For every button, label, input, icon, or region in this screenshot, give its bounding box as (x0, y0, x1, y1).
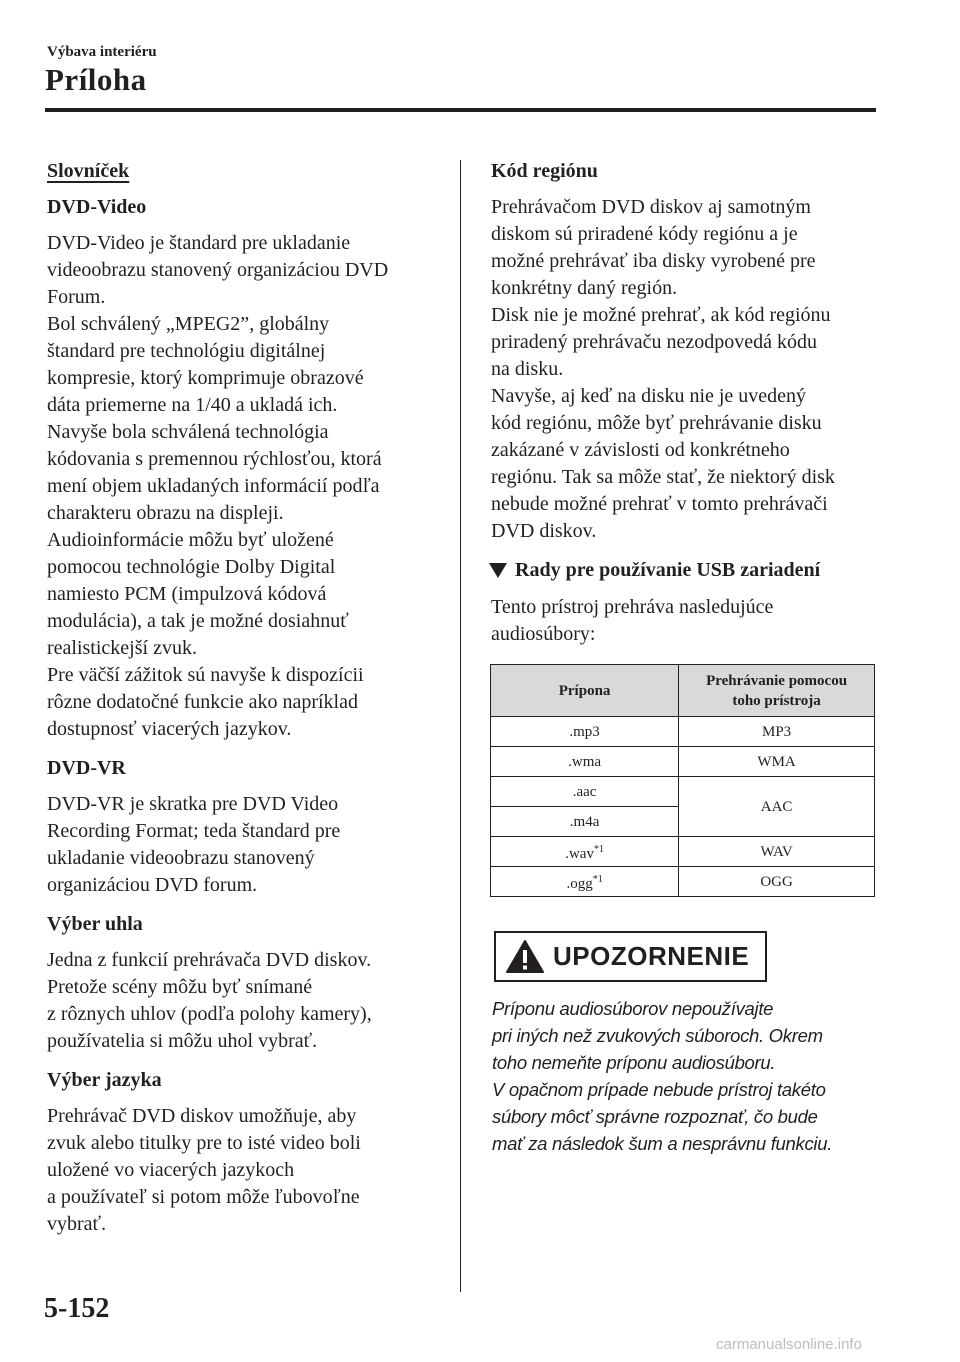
left-column (47, 158, 447, 1250)
caution-text: Príponu audiosúborov nepoužívajte pri iných než zvukových súboroch. Okrem toho nemeňte príponu audiosúboru. V opačnom prípade nebude prístroj takéto súbory môcť správne rozpoznať, čo bude mať za následok šum a nesprávnu funkciu. (492, 998, 833, 1154)
table-row (491, 777, 875, 807)
column-divider (460, 160, 461, 1292)
region-heading: Kód regiónu (491, 160, 598, 182)
warning-icon (505, 939, 545, 975)
audio-format-table (490, 664, 875, 897)
right-column (491, 158, 881, 897)
table-cell: .m4a (491, 807, 679, 837)
language-heading: Výber jazyka (47, 1069, 162, 1091)
table-header-playback: Prehrávanie pomocou toho prístroja (679, 665, 875, 717)
table-header-row (491, 665, 875, 717)
dvd-video-heading: DVD-Video (47, 196, 147, 218)
table-cell: .aac (491, 777, 679, 807)
page-title: Príloha (45, 62, 147, 97)
dvd-video-paragraph: DVD-Video je štandard pre ukladanie videoobrazu stanovený organizáciou DVD Forum. Bol schválený „MPEG2”, globálny štandard pre technológiu digitálnej kompresie, ktorý komprimuje obrazové dáta priemerne na 1/40 a ukladá ich. Navyše bola schválená technológia kódovania s premennou rýchlosťou, ktorá mení objem ukladaných informácií podľa charakteru obrazu na displeji. Audioinformácie môžu byť uložené pomocou technológie Dolby Digital namiesto PCM (impulzová kódová modulácia), a tak je možné dosiahnuť realistickejší zvuk. Pre väčší zážitok sú navyše k dispozícii rôzne dodatočné funkcie ako napríklad dostupnosť viacerých jazykov. (47, 232, 389, 740)
usb-heading-text: Rady pre používanie USB zariadení (515, 559, 821, 581)
table-cell: OGG (679, 867, 875, 897)
language-paragraph: Prehrávač DVD diskov umožňuje, aby zvuk alebo titulky pre to isté video boli uložené vo viacerých jazykoch a používateľ si potom môže ľubovoľne vybrať. (47, 1105, 361, 1235)
triangle-bullet-icon (489, 563, 507, 578)
caution-label: UPOZORNENIE (553, 941, 750, 971)
dvd-vr-heading: DVD-VR (47, 757, 126, 779)
usb-heading (489, 557, 881, 584)
table-row (491, 867, 875, 897)
table-cell: MP3 (679, 717, 875, 747)
page-number: 5-152 (44, 1293, 110, 1324)
usb-paragraph: Tento prístroj prehráva nasledujúce audiosúbory: (491, 596, 774, 645)
table-cell: .wma (491, 747, 679, 777)
table-cell: WMA (679, 747, 875, 777)
table-row (491, 717, 875, 747)
table-cell: .mp3 (491, 717, 679, 747)
table-cell: .ogg$^{*1}$ (491, 867, 679, 897)
section-label: Výbava interiéru (47, 44, 157, 60)
table-cell: WAV (679, 837, 875, 867)
glossary-heading: Slovníček (47, 160, 130, 182)
angle-paragraph: Jedna z funkcií prehrávača DVD diskov. Pretože scény môžu byť snímané z rôznych uhlov (podľa polohy kamery), používatelia si môžu uhol vybrať. (47, 949, 372, 1052)
table-header-extension: Prípona (491, 665, 679, 717)
table-row (491, 747, 875, 777)
table-row (491, 837, 875, 867)
table-cell: .wav$^{*1}$ (491, 837, 679, 867)
angle-heading: Výber uhla (47, 913, 143, 935)
title-rule (45, 108, 876, 112)
table-cell: AAC (679, 777, 875, 837)
dvd-vr-paragraph: DVD-VR je skratka pre DVD Video Recording Format; teda štandard pre ukladanie videoobrazu stanovený organizáciou DVD forum. (47, 793, 341, 896)
watermark: carmanualsonline.info (716, 1336, 862, 1353)
caution-label-box (494, 931, 767, 982)
region-paragraph: Prehrávačom DVD diskov aj samotným diskom sú priradené kódy regiónu a je možné prehrávať iba disky vyrobené pre konkrétny daný región. Disk nie je možné prehrať, ak kód regiónu priradený prehrávaču nezodpovedá kódu na disku. Navyše, aj keď na disku nie je uvedený kód regiónu, môže byť prehrávanie disku zakázané v závislosti od konkrétneho regiónu. Tak sa môže stať, že niektorý disk nebude možné prehrať v tomto prehrávači DVD diskov. (491, 196, 835, 542)
